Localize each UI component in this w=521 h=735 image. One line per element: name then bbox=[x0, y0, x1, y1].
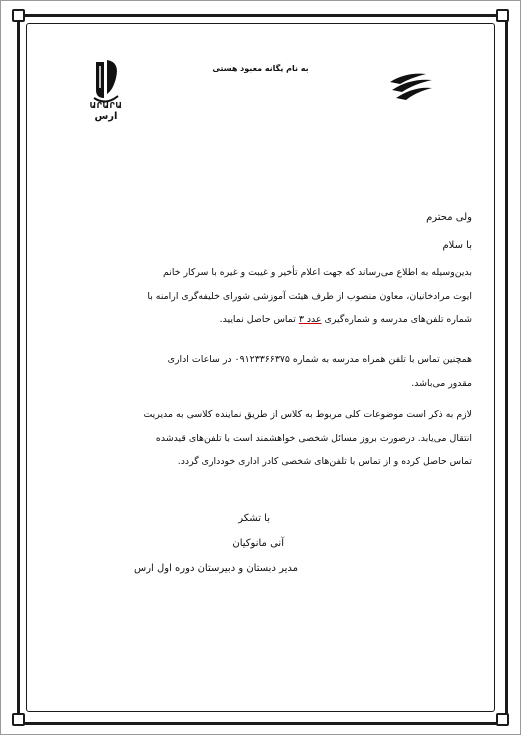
closing: با تشکر bbox=[238, 513, 270, 524]
salutation bbox=[88, 206, 472, 262]
signature-block bbox=[88, 506, 298, 581]
paragraph2-line1: همچنین تماس با تلفن همراه مدرسه به شماره ۰۹۱۲۳۳۶۶۳۷۵ در ساعات اداری bbox=[167, 354, 472, 365]
paragraph1-line3 bbox=[88, 308, 472, 332]
frame-corner-bottom-left bbox=[12, 713, 25, 726]
logo-caption-armenian: ԱՐԱՐԱ bbox=[89, 101, 123, 110]
addressee: ولی محترم bbox=[426, 212, 472, 223]
frame-corner-top-right bbox=[496, 9, 509, 22]
paragraph3-line3: تماس حاصل کرده و از تماس با تلفن‌های شخصی کادر اداری خودداری گردد. bbox=[177, 456, 472, 467]
paragraph3-line1: لازم به ذکر است موضوعات کلی مربوط به کلاس از طریق نماینده کلاسی به مدیریت bbox=[143, 409, 472, 420]
signatory-title: مدیر دبستان و دبیرستان دوره اول ارس bbox=[134, 563, 298, 574]
wave-emblem-icon bbox=[386, 70, 436, 100]
basmala-heading: به نام یگانه معبود هستی bbox=[212, 64, 309, 73]
greeting: با سلام bbox=[442, 240, 472, 251]
paragraph2-line2: مقدور می‌باشد. bbox=[411, 377, 472, 389]
paragraph3-line2: انتقال می‌یابد. درصورت بروز مسائل شخصی خواهشمند است با تلفن‌های قیدشده bbox=[155, 432, 472, 444]
paragraph-contact-deputy bbox=[88, 261, 472, 332]
dial-number-highlight: عدد ۳ bbox=[298, 314, 322, 325]
frame-corner-top-left bbox=[12, 9, 25, 22]
frame-corner-bottom-right bbox=[496, 713, 509, 726]
paragraph1-line3-start: شماره تلفن‌های مدرسه و شماره‌گیری bbox=[324, 314, 472, 325]
logo-caption bbox=[82, 100, 130, 122]
paragraph1-line3-end: تماس حاصل نمایید. bbox=[219, 314, 296, 325]
paragraph1-line2: ایوت مرادخانیان، معاون منصوب از طرف هیئت آموزشی شورای خلیفه‌گری ارامنه با bbox=[147, 290, 472, 302]
paragraph-class-matters bbox=[88, 403, 472, 474]
paragraph1-line1: بدین‌وسیله به اطلاع می‌رساند که جهت اعلام تأخیر و غیبت و غیره با سرکار خانم bbox=[163, 267, 472, 278]
logo-caption-persian: ارس bbox=[94, 111, 118, 122]
paragraph-mobile-contact bbox=[88, 348, 472, 395]
signatory-name: آنی مانوکیان bbox=[232, 538, 284, 549]
